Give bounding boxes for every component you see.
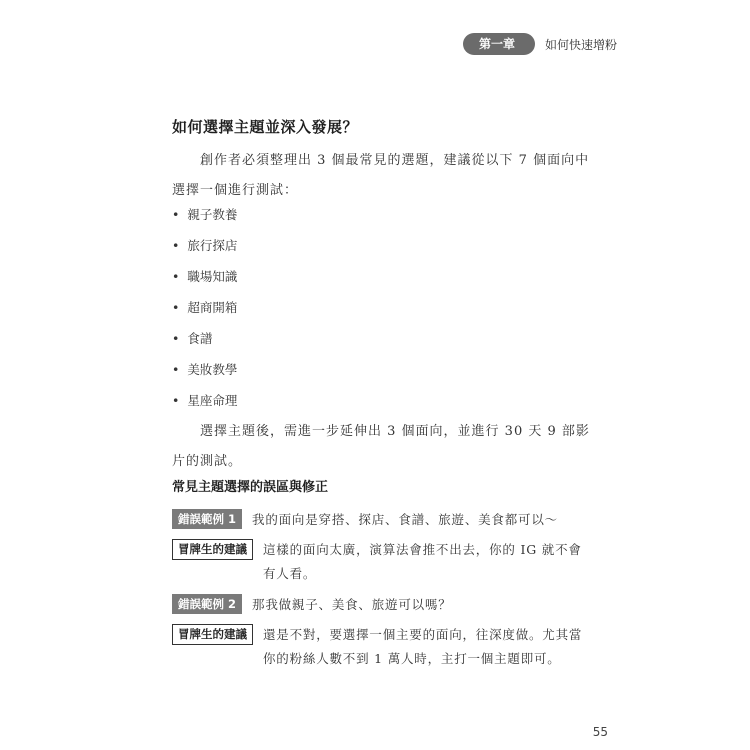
topic-label: 星座命理 <box>187 393 238 408</box>
page-number: 55 <box>592 725 608 739</box>
advice-1 <box>172 538 593 586</box>
list-item <box>172 261 237 292</box>
topic-label: 旅行探店 <box>187 238 238 253</box>
topic-label: 食譜 <box>187 331 213 346</box>
list-item <box>172 354 237 385</box>
advice-2 <box>172 623 593 671</box>
topic-label: 美妝教學 <box>187 362 238 377</box>
error-example-1 <box>172 508 558 532</box>
section-title: 如何選擇主題並深入發展？ <box>172 118 359 136</box>
bullet-icon: • <box>172 238 180 253</box>
bullet-icon: • <box>172 207 180 222</box>
advice-tag: 冒牌生的建議 <box>172 539 253 560</box>
advice-tag: 冒牌生的建議 <box>172 624 253 645</box>
follow-up-paragraph: 選擇主題後，需進一步延伸出 3 個面向，並進行 30 天 9 部影片的測試。 <box>172 424 590 469</box>
bullet-icon: • <box>172 393 180 408</box>
advice-text: 還是不對，要選擇一個主要的面向，往深度做。尤其當你的粉絲人數不到 1 萬人時，主打一個主題即可。 <box>263 627 583 666</box>
error-tag: 錯誤範例 1 <box>172 509 242 529</box>
error-text: 那我做親子、美食、旅遊可以嗎？ <box>252 597 452 612</box>
bullet-icon: • <box>172 269 180 284</box>
bullet-icon: • <box>172 331 180 346</box>
chapter-label-badge: 第一章 <box>463 33 535 55</box>
topic-label: 親子教養 <box>187 207 238 222</box>
topic-label: 超商開箱 <box>187 300 238 315</box>
bullet-icon: • <box>172 362 180 377</box>
list-item <box>172 199 237 230</box>
list-item <box>172 385 237 416</box>
list-item <box>172 230 237 261</box>
list-item <box>172 323 237 354</box>
error-tag: 錯誤範例 2 <box>172 594 242 614</box>
error-example-2 <box>172 593 452 617</box>
topic-list <box>172 199 237 416</box>
topic-label: 職場知識 <box>187 269 238 284</box>
list-item <box>172 292 237 323</box>
intro-paragraph: 創作者必須整理出 3 個最常見的選題，建議從以下 7 個面向中選擇一個進行測試： <box>172 153 590 198</box>
chapter-title: 如何快速增粉 <box>544 37 617 52</box>
advice-text: 這樣的面向太廣，演算法會推不出去，你的 IG 就不會有人看。 <box>263 542 582 581</box>
mistakes-heading: 常見主題選擇的誤區與修正 <box>172 480 329 495</box>
bullet-icon: • <box>172 300 180 315</box>
running-header <box>463 33 617 55</box>
error-text: 我的面向是穿搭、探店、食譜、旅遊、美食都可以～ <box>252 512 558 527</box>
